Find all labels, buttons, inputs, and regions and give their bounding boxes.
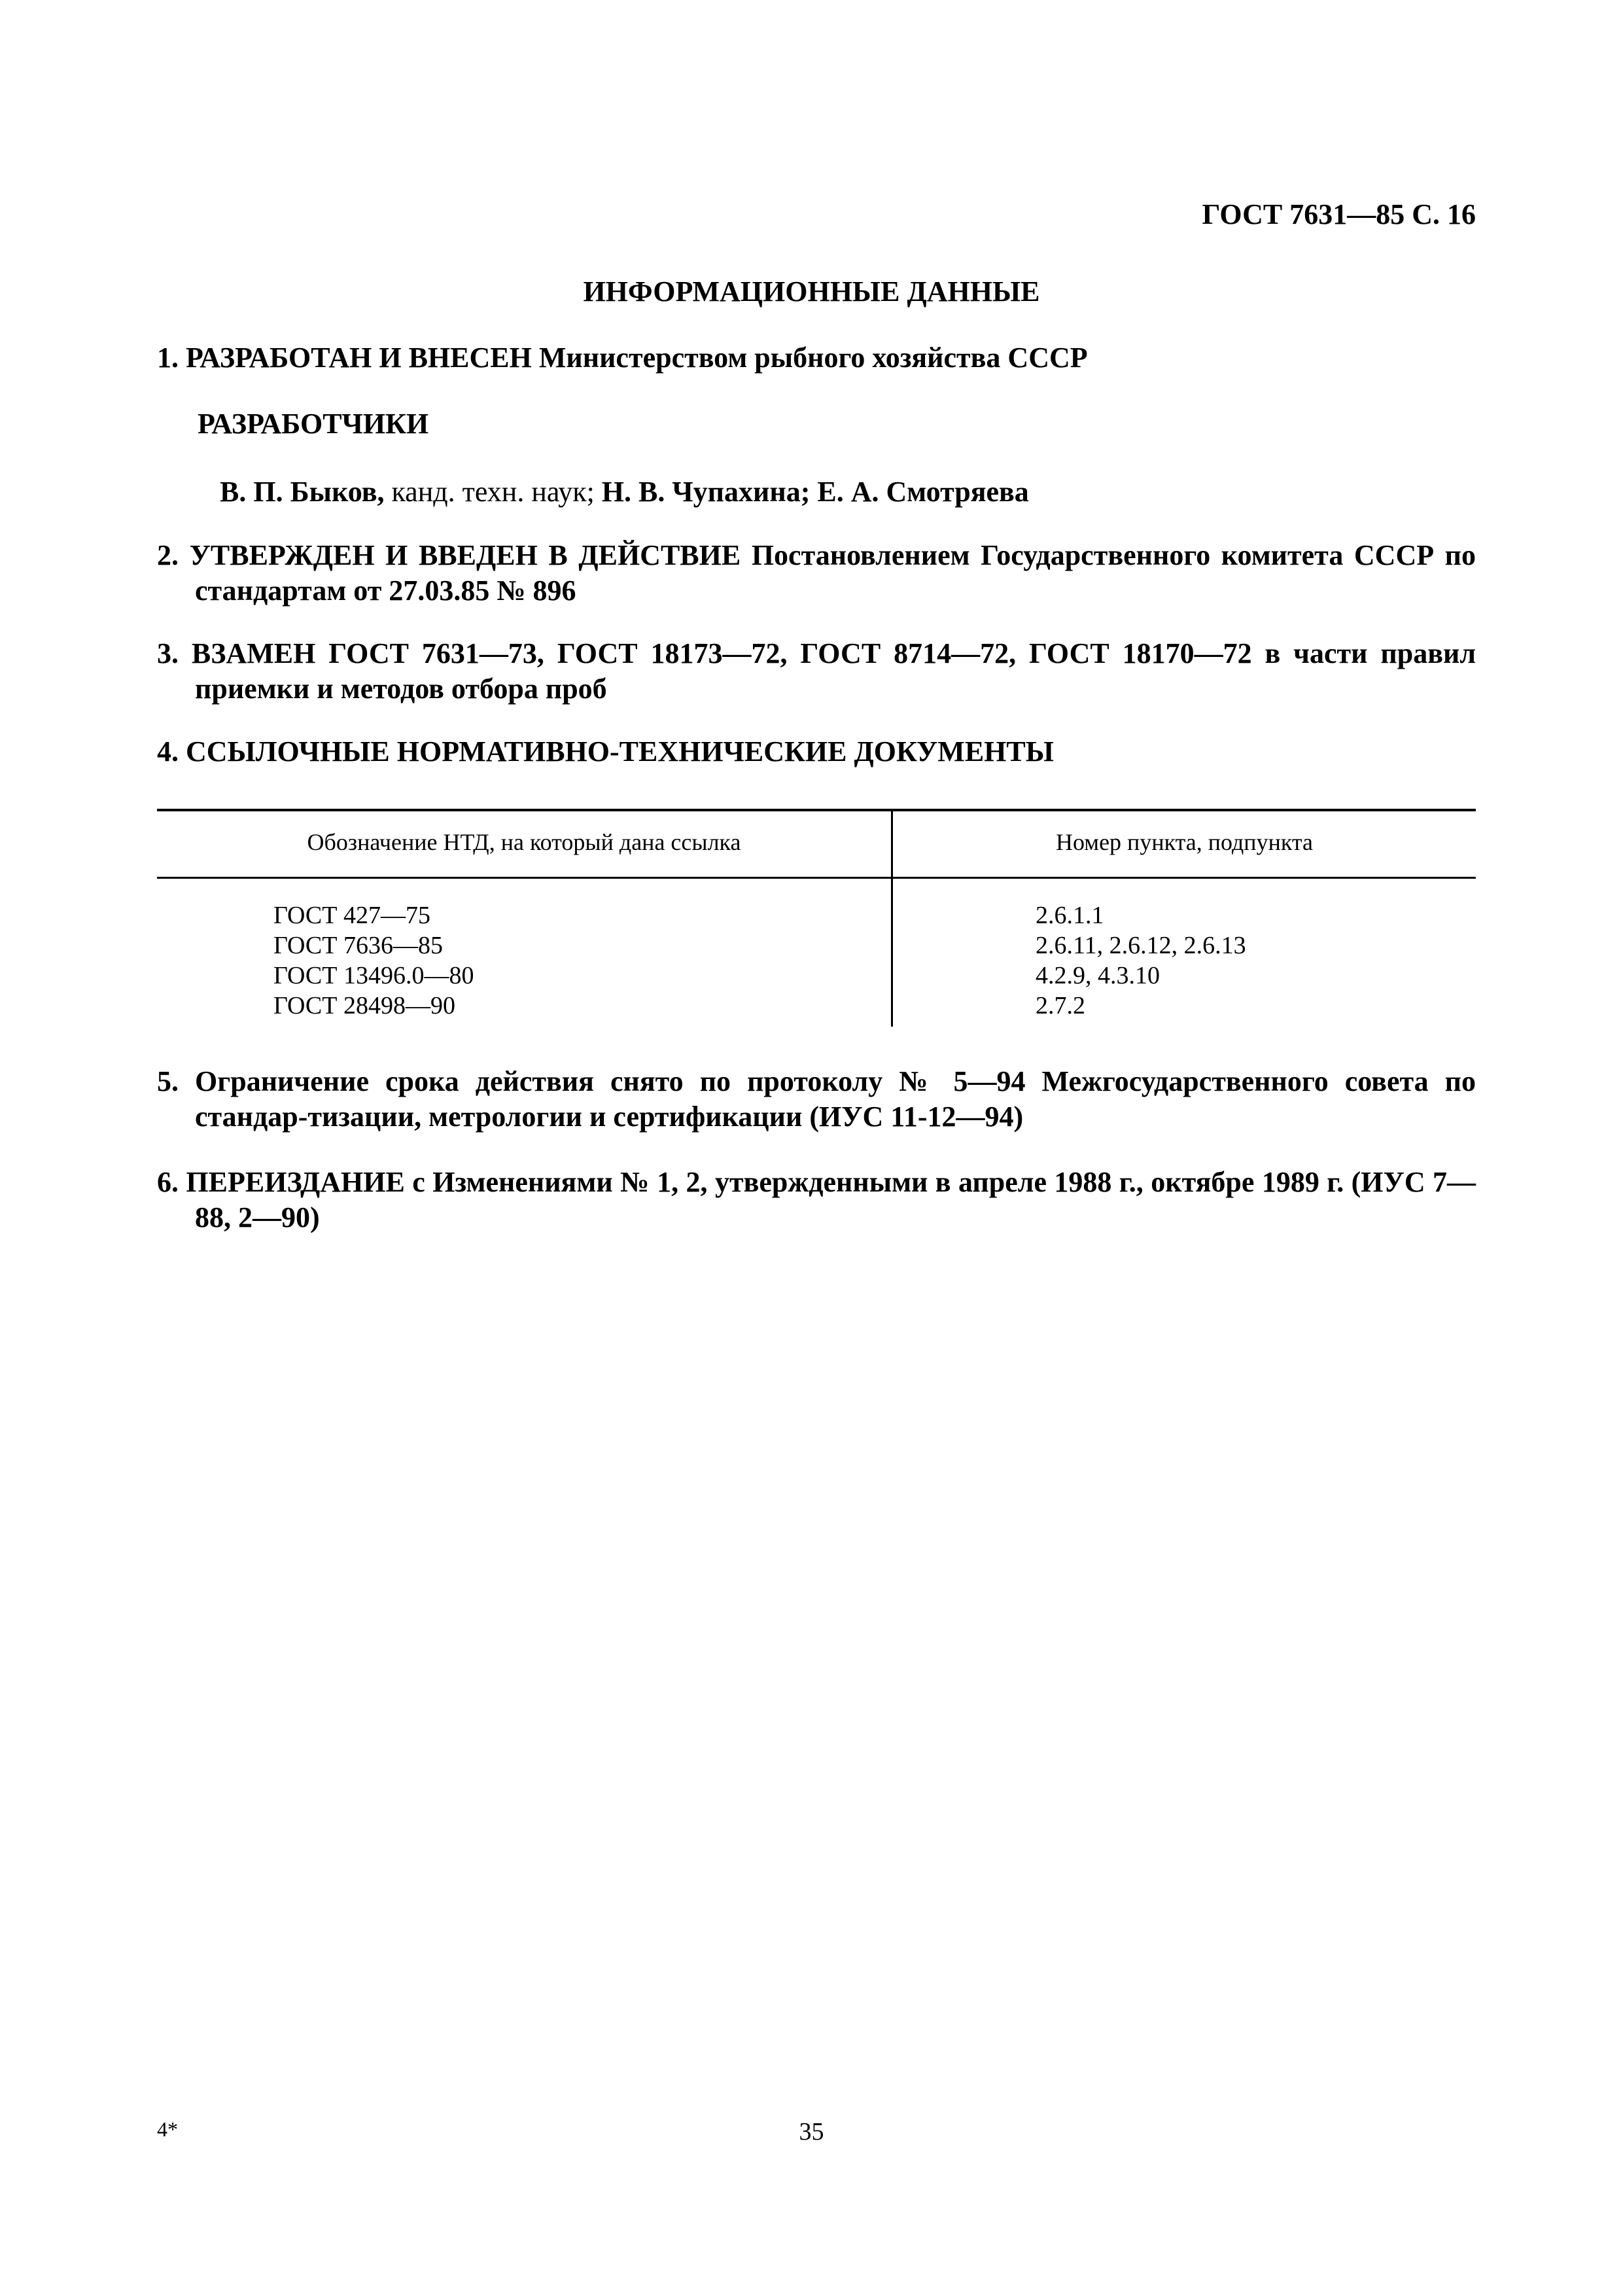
table-top-rule [157, 809, 1476, 811]
table-header-clause: Номер пункта, подпункта [1055, 829, 1313, 855]
item-approved [157, 538, 1476, 609]
item-number: 5. [157, 1065, 179, 1097]
item-number: 6. [157, 1166, 179, 1198]
running-head: ГОСТ 7631—85 С. 16 [1202, 198, 1476, 230]
developers-heading: РАЗРАБОТЧИКИ [198, 408, 429, 440]
table-cell-document: ГОСТ 28498—90 [273, 992, 455, 1019]
item-lead: РАЗРАБОТАН И ВНЕСЕН [186, 342, 532, 374]
developer-names: Н. В. Чупахина; Е. А. Смотряева [594, 476, 1029, 508]
table-column-divider [891, 879, 893, 1027]
table-cell-clause: 4.2.9, 4.3.10 [1036, 962, 1160, 989]
footer-signature-mark: 4* [157, 2117, 178, 2141]
table-header-document: Обозначение НТД, на который дана ссылка [307, 829, 741, 855]
page-title: ИНФОРМАЦИОННЫЕ ДАННЫЕ [583, 275, 1040, 308]
item-validity [157, 1064, 1476, 1135]
table-header-rule [157, 877, 1476, 879]
item-number: 1. [157, 342, 179, 374]
item-number: 2. [157, 539, 179, 571]
item-developed-by [157, 340, 1476, 376]
reference-table [157, 809, 1476, 1031]
table-cell-document: ГОСТ 427—75 [273, 902, 430, 929]
item-text: ССЫЛОЧНЫЕ НОРМАТИВНО-ТЕХНИЧЕСКИЕ ДОКУМЕНТЫ [186, 735, 1054, 768]
item-text: Постановлением Государственного комитета СССР по стандартам от 27.03.85 № 896 [195, 539, 1476, 607]
item-text: Министерством рыбного хозяйства СССР [538, 342, 1088, 374]
item-text: ВЗАМЕН ГОСТ 7631—73, ГОСТ 18173—72, ГОСТ 8714—72, ГОСТ 18170—72 в части правил приемки и методов отбора проб [191, 637, 1476, 705]
item-number: 4. [157, 735, 179, 768]
table-cell-clause: 2.6.1.1 [1036, 902, 1104, 929]
developer-degree: канд. техн. наук; [384, 476, 595, 508]
developer-name: В. П. Быков, [220, 476, 385, 508]
table-cell-document: ГОСТ 7636—85 [273, 932, 443, 959]
table-cell-clause: 2.7.2 [1036, 992, 1085, 1019]
table-cell-document: ГОСТ 13496.0—80 [273, 962, 474, 989]
page-number: 35 [799, 2118, 824, 2146]
table-column-documents [273, 900, 474, 1021]
item-references [157, 734, 1476, 769]
table-cell-clause: 2.6.11, 2.6.12, 2.6.13 [1036, 932, 1246, 959]
item-lead: УТВЕРЖДЕН И ВВЕДЕН В ДЕЙСТВИЕ [189, 539, 741, 571]
table-column-clauses [1036, 900, 1246, 1021]
item-replaces [157, 636, 1476, 707]
developers-names [220, 475, 1029, 508]
item-text: с Изменениями № 1, 2, утвержденными в апреле 1988 г., октябре 1989 г. (ИУС 7—88, 2—90) [195, 1166, 1476, 1233]
item-number: 3. [157, 637, 179, 669]
item-reissue [157, 1165, 1476, 1235]
item-text: Ограничение срока действия снято по протоколу № 5—94 Межгосударственного совета по стандар-тизации, метрологии и сертификации (ИУС 11-12—94) [195, 1065, 1476, 1133]
item-lead: ПЕРЕИЗДАНИЕ [186, 1166, 405, 1198]
